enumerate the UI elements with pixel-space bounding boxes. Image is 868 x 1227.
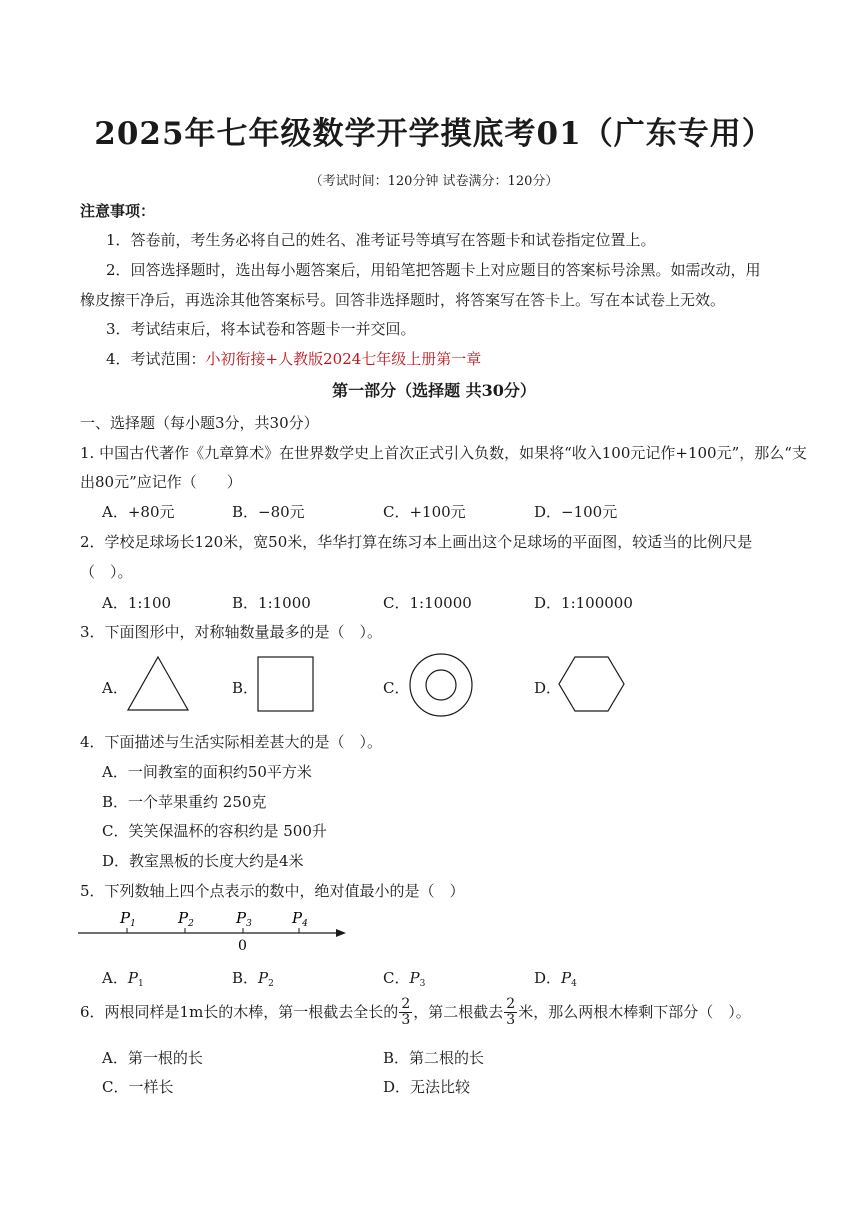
q5-option-a[interactable] <box>102 967 144 989</box>
q2-option-c[interactable]: C．1:10000 <box>383 594 472 612</box>
q5-option-c-sub: 3 <box>419 979 426 989</box>
q4-stem: 4．下面描述与生活实际相差甚大的是（ ）。 <box>80 733 383 751</box>
q6-option-b[interactable]: B．第二根的长 <box>383 1049 485 1067</box>
label-p1: $P_1$ <box>120 909 136 929</box>
q6-stem-part-2: ，第二根截去 <box>413 1003 504 1021</box>
exam-title: 2025年七年级数学开学摸底考01（广东专用） <box>94 116 774 152</box>
q6-option-c[interactable]: C．一样长 <box>102 1078 174 1096</box>
q2-option-a[interactable]: A．1:100 <box>102 594 172 612</box>
notice-item-4-label: 4．考试范围： <box>106 350 206 368</box>
q3-option-b[interactable]: B． <box>232 679 259 697</box>
part-title: 第一部分（选择题 共30分） <box>332 381 536 400</box>
label-p4: $P_4$ <box>292 909 308 929</box>
q5-option-d-sub: 4 <box>571 979 577 989</box>
q2-stem-line-1: 2．学校足球场长120米，宽50米，华华打算在练习本上画出这个足球场的平面图，较适当的比例尺是 <box>80 533 753 551</box>
q6-stem <box>80 997 751 1028</box>
q6-fraction-1-den: 3 <box>401 1012 411 1028</box>
q2-stem-line-2: （ ）。 <box>80 563 133 581</box>
q1-stem-line-1: 1. 中国古代著作《九章算术》在世界数学史上首次正式引入负数，如果将“收入100元记作+100元”，那么“支 <box>80 444 807 462</box>
q1-option-b[interactable]: B．−80元 <box>232 503 305 521</box>
q5-option-b-prefix: B． <box>232 969 259 987</box>
q6-option-d[interactable]: D．无法比较 <box>383 1078 471 1096</box>
q4-option-a[interactable]: A．一间教室的面积约50平方米 <box>102 763 312 781</box>
q5-option-a-letter: P <box>127 969 138 987</box>
q5-option-b[interactable] <box>232 967 274 989</box>
q6-fraction-1 <box>399 997 412 1028</box>
q6-stem-part-3: 米，那么两根木棒剩下部分（ ）。 <box>518 1003 751 1021</box>
q5-option-c-letter: P <box>409 969 420 987</box>
q5-option-a-prefix: A． <box>102 969 128 987</box>
exam-scope-value: 小初衔接+人教版2024七年级上册第一章 <box>205 350 482 368</box>
q5-option-b-letter: P <box>258 969 269 987</box>
q5-option-b-sub: 2 <box>268 979 274 989</box>
q6-fraction-2-den: 3 <box>506 1012 516 1028</box>
label-zero: 0 <box>238 938 247 954</box>
q3-option-c[interactable]: C． <box>383 679 410 697</box>
q4-option-b[interactable]: B．一个苹果重约 250克 <box>102 793 267 811</box>
q6-fraction-2-num: 2 <box>506 996 516 1012</box>
q1-option-a[interactable]: A．+80元 <box>102 503 175 521</box>
q2-option-b[interactable]: B．1:1000 <box>232 594 311 612</box>
label-p3: $P_3$ <box>236 909 252 929</box>
q3-option-a[interactable]: A． <box>102 679 128 697</box>
q5-option-c[interactable] <box>383 967 425 989</box>
exam-subtitle: （考试时间：120分钟 试卷满分：120分） <box>309 174 559 189</box>
q3-stem: 3．下面图形中，对称轴数量最多的是（ ）。 <box>80 623 383 641</box>
q1-stem-line-2: 出80元”应记作（ ） <box>80 473 242 491</box>
q6-fraction-2 <box>504 997 517 1028</box>
triangle-shape <box>125 655 191 713</box>
q3-option-d[interactable]: D． <box>534 679 562 697</box>
label-p2: $P_2$ <box>178 909 194 929</box>
q1-option-d[interactable]: D．−100元 <box>534 503 618 521</box>
notice-item-4 <box>106 348 481 369</box>
section-heading: 一、选择题（每小题3分，共30分） <box>80 414 319 432</box>
q6-stem-part-1: 6．两根同样是1m长的木棒，第一根截去全长的 <box>80 1003 399 1021</box>
notice-item-2-line-1: 2．回答选择题时，选出每小题答案后，用铅笔把答题卡上对应题目的答案标号涂黑。如需改动，用 <box>106 261 761 279</box>
q5-stem: 5．下列数轴上四个点表示的数中，绝对值最小的是（ ） <box>80 882 465 900</box>
q6-fraction-1-num: 2 <box>401 996 411 1012</box>
arrow-right-icon <box>336 929 346 937</box>
hexagon-shape <box>557 655 627 713</box>
notice-heading: 注意事项： <box>80 202 156 220</box>
number-line <box>78 905 353 955</box>
notice-item-2-line-2: 橡皮擦干净后，再选涂其他答案标号。回答非选择题时，将答案写在答卡上。写在本试卷上无效。 <box>80 291 726 309</box>
q5-option-a-sub: 1 <box>137 979 144 989</box>
notice-item-3: 3．考试结束后，将本试卷和答题卡一并交回。 <box>106 320 416 338</box>
q5-option-d-prefix: D． <box>534 969 562 987</box>
square-shape <box>256 655 316 713</box>
q5-option-d-letter: P <box>561 969 572 987</box>
ring-shape <box>406 652 476 718</box>
q1-option-c[interactable]: C．+100元 <box>383 503 466 521</box>
q5-option-d[interactable] <box>534 967 577 989</box>
q5-option-c-prefix: C． <box>383 969 410 987</box>
q6-option-a[interactable]: A．第一根的长 <box>102 1049 203 1067</box>
q4-option-d[interactable]: D．教室黑板的长度大约是4米 <box>102 852 304 870</box>
q4-option-c[interactable]: C．笑笑保温杯的容积约是 500升 <box>102 822 327 840</box>
notice-item-1: 1．答卷前，考生务必将自己的姓名、准考证号等填写在答题卡和试卷指定位置上。 <box>106 231 656 249</box>
q2-option-d[interactable]: D．1:100000 <box>534 594 633 612</box>
